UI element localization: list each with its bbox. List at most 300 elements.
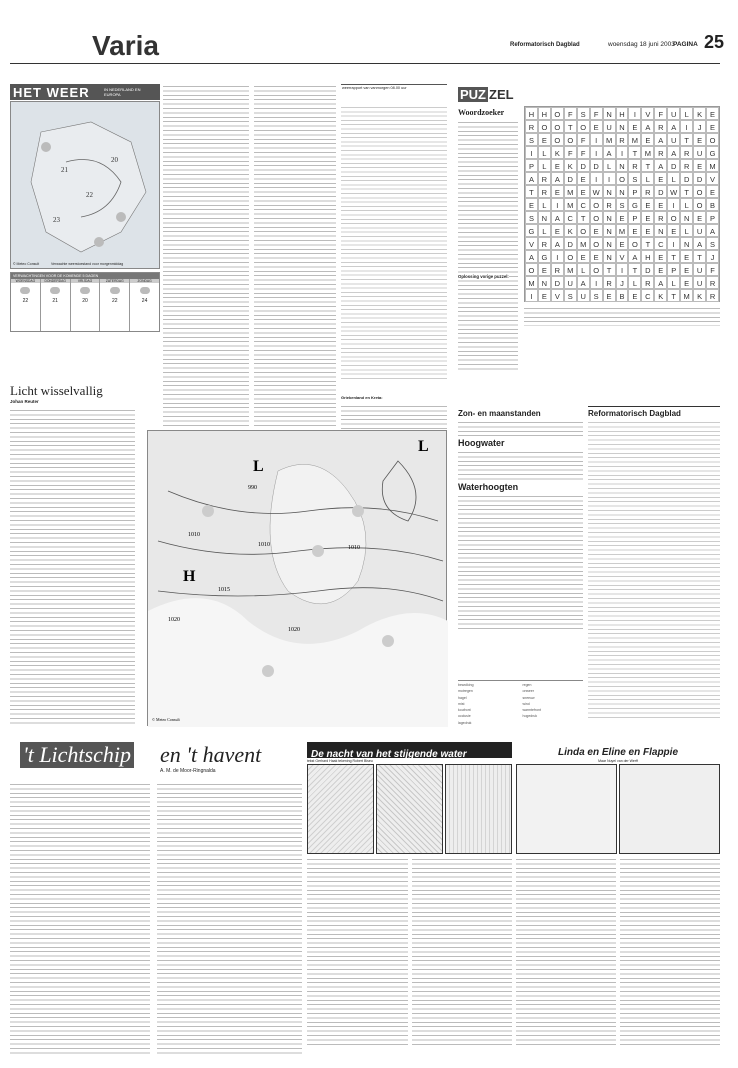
grid-cell: I (603, 172, 616, 185)
grid-cell: T (693, 250, 706, 263)
grid-cell: E (641, 211, 654, 224)
temp-marker: 23 (53, 216, 60, 224)
grid-cell: A (654, 159, 667, 172)
cloud-icon (382, 635, 394, 647)
grid-cell: A (667, 146, 680, 159)
grid-cell: O (616, 172, 629, 185)
grid-cell: P (628, 211, 641, 224)
strip2-title: Linda en Eline en Flappie (557, 747, 679, 758)
grid-cell: G (628, 198, 641, 211)
grid-cell: E (654, 172, 667, 185)
isobar-label: 1010 (348, 545, 360, 551)
grid-cell: R (680, 159, 693, 172)
grid-cell: M (564, 263, 577, 276)
grid-cell: N (603, 107, 616, 120)
grid-cell: T (577, 211, 590, 224)
grid-cell: E (551, 224, 564, 237)
issue-date: woensdag 18 juni 2003 (608, 41, 675, 48)
strip2-text-col (620, 857, 720, 1047)
map-credit: © Meteo Consult (152, 717, 180, 722)
grid-cell: W (667, 185, 680, 198)
legend-item: motregen (458, 689, 473, 694)
grid-cell: B (616, 289, 629, 302)
grid-cell: L (538, 146, 551, 159)
grid-cell: L (680, 107, 693, 120)
grid-cell: A (693, 237, 706, 250)
sun-cloud-icon (20, 287, 30, 294)
grid-cell: M (603, 133, 616, 146)
cloud-icon (41, 142, 51, 152)
grid-cell: S (628, 172, 641, 185)
grid-cell: A (525, 172, 538, 185)
grid-cell: N (603, 237, 616, 250)
grid-cell: R (654, 211, 667, 224)
legend-item: lagedruk (458, 720, 472, 725)
grid-cell: H (616, 107, 629, 120)
grid-cell: U (667, 133, 680, 146)
grid-cell: F (590, 107, 603, 120)
grid-cell: E (667, 224, 680, 237)
grid-cell: I (525, 289, 538, 302)
grid-cell: E (680, 276, 693, 289)
grid-cell: O (551, 107, 564, 120)
grid-cell: T (680, 133, 693, 146)
isobar-label: 1010 (188, 532, 200, 538)
grid-cell: E (706, 185, 719, 198)
isobar-label: 1015 (218, 587, 230, 593)
grid-cell: O (706, 133, 719, 146)
europe-map-svg (148, 431, 448, 727)
grid-cell: E (577, 250, 590, 263)
waterhoogten-text (458, 494, 583, 630)
grid-cell: A (603, 146, 616, 159)
grid-cell: T (564, 120, 577, 133)
legend-item: hogedruk (522, 714, 538, 719)
grid-cell: O (525, 263, 538, 276)
grid-cell: P (667, 263, 680, 276)
word-search-grid (524, 106, 720, 302)
grid-cell: E (641, 224, 654, 237)
grid-cell: E (706, 107, 719, 120)
grid-cell: E (628, 120, 641, 133)
grid-cell: U (693, 146, 706, 159)
grid-cell: I (667, 237, 680, 250)
grid-cell: T (603, 263, 616, 276)
grid-cell: O (590, 263, 603, 276)
grid-cell: I (590, 276, 603, 289)
grid-cell: O (590, 211, 603, 224)
grid-cell: E (525, 198, 538, 211)
grid-cell: M (577, 237, 590, 250)
grid-cell: K (564, 224, 577, 237)
grid-cell: E (628, 289, 641, 302)
grid-cell: N (616, 120, 629, 133)
grid-cell: P (706, 211, 719, 224)
grid-cell: D (667, 159, 680, 172)
grid-cell: A (654, 276, 667, 289)
grid-cell: E (693, 159, 706, 172)
grid-cell: I (667, 198, 680, 211)
isobar-label: 1020 (288, 627, 300, 633)
grid-cell: S (577, 107, 590, 120)
comic-panel (516, 764, 617, 854)
grid-cell: T (641, 237, 654, 250)
grid-cell: V (616, 250, 629, 263)
weather-legend (458, 680, 583, 726)
grid-cell: V (551, 289, 564, 302)
grid-cell: R (641, 276, 654, 289)
grid-cell: A (628, 250, 641, 263)
cloud-icon (262, 665, 274, 677)
grid-cell: R (538, 185, 551, 198)
grid-cell: E (616, 237, 629, 250)
grid-cell: S (616, 198, 629, 211)
grid-cell: A (551, 172, 564, 185)
grid-cell: T (680, 185, 693, 198)
weer-header (10, 84, 160, 100)
grid-cell: H (538, 107, 551, 120)
grid-cell: G (525, 224, 538, 237)
page-number: 25 (704, 32, 725, 52)
grid-cell: P (628, 185, 641, 198)
grid-cell: E (577, 185, 590, 198)
grid-cell: E (590, 250, 603, 263)
grid-cell: M (628, 133, 641, 146)
grid-cell: L (680, 198, 693, 211)
rd-colophon (588, 406, 720, 726)
grid-cell: L (667, 276, 680, 289)
legend-item: regen (522, 683, 532, 687)
comic-panel (445, 764, 512, 854)
grid-cell: E (680, 250, 693, 263)
paper-name: Reformatorisch Dagblad (510, 42, 580, 48)
grid-cell: O (693, 198, 706, 211)
buitenland-header: weerrapport van vanmorgen 08.00 uur (342, 86, 407, 90)
grid-cell: F (564, 107, 577, 120)
grid-cell: E (641, 133, 654, 146)
forecast-day: ZATERDAG 22 (100, 279, 130, 331)
legend-item: hagel (458, 695, 467, 700)
weer-heading: Licht wisselvallig (10, 383, 103, 398)
grid-cell: J (693, 120, 706, 133)
buitenland-rows (341, 105, 447, 380)
grid-cell: R (525, 120, 538, 133)
grid-cell: I (525, 146, 538, 159)
strip1-credit: tekst Gerhard Haak tekening Robert Biseu (307, 759, 373, 763)
grid-cell: O (577, 120, 590, 133)
masthead (10, 28, 725, 64)
grid-cell: U (667, 107, 680, 120)
grid-cell: R (616, 133, 629, 146)
grid-cell: R (551, 263, 564, 276)
grid-cell: T (628, 146, 641, 159)
grid-cell: S (590, 289, 603, 302)
isobar (382, 461, 416, 521)
zon-text (458, 420, 583, 436)
map-credit: © Meteo Consult (13, 262, 40, 266)
grid-cell: L (667, 172, 680, 185)
grid-cell: E (628, 224, 641, 237)
grid-cell: K (654, 289, 667, 302)
grid-cell: M (564, 198, 577, 211)
grid-cell: R (654, 120, 667, 133)
grid-cell: E (590, 224, 603, 237)
comic-panel (307, 764, 374, 854)
grid-cell: F (654, 107, 667, 120)
temp-marker: 21 (61, 166, 68, 174)
comic-strip-nacht (307, 742, 512, 1054)
grid-cell: F (706, 263, 719, 276)
grid-cell: U (603, 120, 616, 133)
grid-cell: E (538, 133, 551, 146)
sun-cloud-icon (110, 287, 120, 294)
grid-cell: N (680, 237, 693, 250)
grid-cell: W (590, 185, 603, 198)
grid-cell: I (628, 107, 641, 120)
isobar-label: 1010 (258, 542, 270, 548)
grid-cell: L (538, 159, 551, 172)
strip2-credit: Maar Nuyel van der Werff (598, 759, 638, 763)
puzzel-solution-heading: Oplossing vorige puzzel: (458, 274, 509, 279)
grid-cell: O (590, 237, 603, 250)
grid-cell: R (706, 276, 719, 289)
grid-cell: O (577, 224, 590, 237)
high-pressure-marker: H (183, 568, 196, 585)
grid-cell: G (538, 250, 551, 263)
grid-cell: U (564, 276, 577, 289)
weer-author: Johan Reuter (10, 399, 39, 404)
grid-cell: S (525, 211, 538, 224)
grid-cell: C (564, 211, 577, 224)
grid-cell: E (654, 263, 667, 276)
grid-cell: I (551, 198, 564, 211)
page-label: PAGINA (673, 41, 698, 48)
cloud-icon (116, 212, 126, 222)
grid-cell: S (706, 237, 719, 250)
cloud-icon (312, 545, 324, 557)
comic-strip-linda (516, 742, 720, 1054)
cloud-icon (202, 505, 214, 517)
grid-cell: T (667, 289, 680, 302)
grid-cell: N (603, 185, 616, 198)
grid-cell: H (641, 250, 654, 263)
grid-cell: I (590, 146, 603, 159)
hoogwater-text (458, 450, 583, 480)
grid-cell: I (616, 263, 629, 276)
grid-cell: I (590, 133, 603, 146)
grid-cell: N (538, 211, 551, 224)
sun-cloud-icon (140, 287, 150, 294)
grid-cell: B (706, 198, 719, 211)
puzzel-answers (524, 306, 720, 326)
grid-cell: F (577, 146, 590, 159)
grid-cell: O (667, 211, 680, 224)
grid-cell: P (525, 159, 538, 172)
buitenland-table (341, 84, 447, 384)
grid-cell: E (616, 211, 629, 224)
grid-cell: N (538, 276, 551, 289)
grid-cell: T (641, 159, 654, 172)
grid-cell: E (603, 289, 616, 302)
grid-cell: F (564, 146, 577, 159)
grid-cell: E (538, 263, 551, 276)
grid-cell: D (564, 237, 577, 250)
grid-cell: E (577, 172, 590, 185)
grid-cell: K (551, 146, 564, 159)
grid-cell: M (616, 224, 629, 237)
grid-cell: E (680, 263, 693, 276)
grid-cell: M (641, 146, 654, 159)
grid-cell: M (525, 276, 538, 289)
grid-cell: H (525, 107, 538, 120)
weer-column-2 (163, 84, 249, 426)
grid-cell: L (538, 224, 551, 237)
grid-cell: O (564, 250, 577, 263)
legend-item: koufront (458, 708, 471, 713)
waterhoogten-heading: Waterhoogten (458, 482, 519, 492)
grid-cell: D (564, 172, 577, 185)
grid-cell: K (693, 289, 706, 302)
grid-cell: C (654, 237, 667, 250)
weer-column-3 (254, 84, 336, 426)
grid-cell: U (693, 224, 706, 237)
grid-cell: A (577, 276, 590, 289)
low-pressure-marker: L (253, 458, 264, 475)
grid-cell: E (654, 250, 667, 263)
strip1-text-col (307, 857, 408, 1047)
grid-cell: E (590, 120, 603, 133)
low-pressure-marker: L (418, 438, 429, 455)
grid-cell: T (667, 250, 680, 263)
grid-cell: R (538, 237, 551, 250)
grid-cell: S (525, 133, 538, 146)
grid-cell: U (577, 289, 590, 302)
legend-item: warmtefront (522, 708, 541, 713)
puzzel-title-2: ZEL (489, 87, 514, 102)
grid-cell: N (603, 211, 616, 224)
grid-cell: D (693, 172, 706, 185)
strip2-text-col (516, 857, 616, 1047)
grid-cell: A (551, 211, 564, 224)
griekenland-paragraph: Griekenland en Kreta: (341, 386, 447, 428)
forecast-day: WOENSDAG 22 (11, 279, 41, 331)
grid-cell: L (628, 276, 641, 289)
grid-cell: L (577, 263, 590, 276)
grid-cell: N (654, 224, 667, 237)
grid-cell: O (590, 198, 603, 211)
grid-cell: M (680, 289, 693, 302)
grid-cell: A (525, 250, 538, 263)
grid-cell: L (680, 224, 693, 237)
grid-cell: I (551, 250, 564, 263)
legend-item: bewolking (458, 683, 474, 687)
lichtschip-title-2: en 't havent (160, 742, 262, 767)
cloud-icon (352, 505, 364, 517)
forecast-day: ZONDAG 24 (130, 279, 159, 331)
strip1-title: De nacht van het stijgende water (311, 749, 467, 760)
europe-weather-map (147, 430, 447, 726)
grid-cell: I (590, 172, 603, 185)
grid-cell: K (564, 159, 577, 172)
legend-item: occlusie (458, 714, 471, 719)
zon-heading: Zon- en maanstanden (458, 409, 541, 418)
grid-cell: N (616, 159, 629, 172)
grid-cell: F (577, 133, 590, 146)
section-title: Varia (92, 30, 159, 61)
forecast-day: DONDERDAG 21 (41, 279, 71, 331)
lichtschip-column-1 (10, 782, 150, 1054)
grid-cell: R (706, 289, 719, 302)
grid-cell: T (525, 185, 538, 198)
grid-cell: G (706, 146, 719, 159)
grid-cell: S (564, 289, 577, 302)
lichtschip-title: 't Lichtschip (20, 742, 134, 768)
grid-cell: L (641, 172, 654, 185)
grid-cell: E (551, 159, 564, 172)
grid-cell: I (616, 146, 629, 159)
grid-cell: L (603, 159, 616, 172)
grid-cell: V (641, 107, 654, 120)
grid-cell: U (693, 276, 706, 289)
grid-cell: R (603, 198, 616, 211)
forecast-day: VRIJDAG 20 (71, 279, 101, 331)
map-caption: Verwachte weerstoestand voor morgenmiddag (51, 262, 124, 266)
grid-cell: O (538, 120, 551, 133)
cloud-icon (94, 237, 104, 247)
grid-cell: D (654, 185, 667, 198)
grid-cell: D (641, 263, 654, 276)
grid-cell: E (706, 120, 719, 133)
legend-item: onweer (522, 689, 534, 694)
grid-cell: A (706, 224, 719, 237)
lichtschip-column-2 (157, 782, 302, 1054)
grid-cell: O (551, 133, 564, 146)
grid-cell: A (654, 133, 667, 146)
grid-cell: O (693, 185, 706, 198)
grid-cell: I (680, 120, 693, 133)
lichtschip-author: A. M. de Moor-Ringnalda (160, 768, 216, 774)
grid-cell: E (654, 198, 667, 211)
grid-cell: D (577, 159, 590, 172)
grid-cell: E (693, 133, 706, 146)
grid-cell: E (538, 289, 551, 302)
lichtschip-header (10, 742, 302, 774)
sun-cloud-icon (50, 287, 60, 294)
grid-cell: R (641, 185, 654, 198)
grid-cell: L (538, 198, 551, 211)
grid-cell: E (693, 211, 706, 224)
grid-cell: D (590, 159, 603, 172)
grid-cell: T (628, 263, 641, 276)
grid-cell: C (577, 198, 590, 211)
grid-cell: N (616, 185, 629, 198)
temp-marker: 20 (111, 156, 118, 164)
puzzel-instructions (458, 120, 518, 370)
grid-cell: N (680, 211, 693, 224)
legend-item: wind (522, 701, 530, 706)
puzzel-title: PUZ (460, 87, 486, 102)
grid-cell: V (706, 172, 719, 185)
legend-item: sneeuw (522, 695, 535, 700)
grid-cell: O (551, 120, 564, 133)
grid-cell: K (693, 107, 706, 120)
netherlands-weather-map (10, 101, 160, 269)
grid-cell: A (667, 120, 680, 133)
grid-cell: N (603, 250, 616, 263)
forecast-strip (10, 272, 160, 332)
grid-cell: D (680, 172, 693, 185)
grid-cell: E (551, 185, 564, 198)
